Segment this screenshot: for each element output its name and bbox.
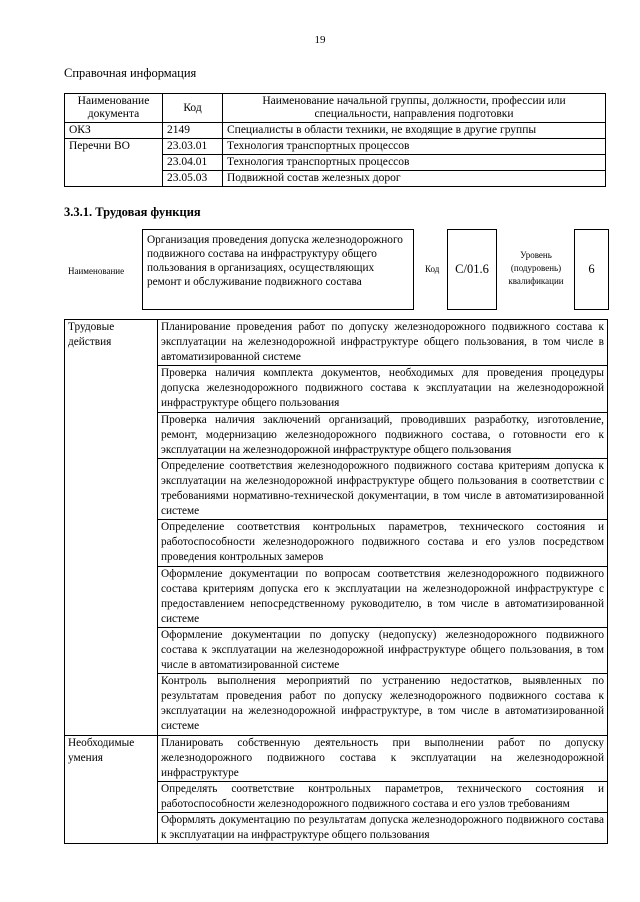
header-name: Наименование начальной группы, должности, профессии или специальности, направления подготовки	[223, 94, 606, 123]
labor-actions-label: Трудовые действия	[65, 320, 158, 736]
function-name: Организация проведения допуска железнодорожного подвижного состава на инфраструктуру общего пользования в организациях, осуществляющих ремонт и обслуживание подвижного состава	[142, 229, 414, 310]
qualification-level	[574, 229, 609, 310]
required-skill: Планировать собственную деятельность при выполнении работ по допуску железнодорожного подвижного состава к эксплуатации на железнодорожной инфраструктуре	[158, 735, 608, 781]
required-skill: Оформлять документацию по результатам допуска железнодорожного подвижного состава к эксплуатации на инфраструктуре общего пользования	[158, 813, 608, 844]
name-cell: Технология транспортных процессов	[223, 139, 606, 155]
work-actions-table	[64, 319, 608, 844]
reference-header-row	[65, 94, 606, 123]
function-name-label: Наименование	[68, 266, 125, 276]
labor-action: Определение соответствия железнодорожного подвижного состава критериям допуска к эксплуатации на железнодорожной инфраструктуре общего пользования в соответствии с требованиями нормативно-технической документации, в том числе в автоматизированной системе	[158, 458, 608, 519]
labor-action: Оформление документации по вопросам соответствия железнодорожного подвижного состава критериям допуска его к эксплуатации на железнодорожной инфраструктуре с предоставлением непосредственному руководителю, в том числе в автоматизированной системе	[158, 566, 608, 627]
required-skill: Определять соответствие контрольных параметров, технического состояния и работоспособности железнодорожного подвижного состава и его узлов требованиям	[158, 781, 608, 812]
table-row	[65, 735, 608, 781]
table-row	[65, 320, 608, 366]
doc-cell: Перечни ВО	[65, 139, 163, 187]
function-code-value: C/01.6	[455, 262, 489, 276]
reference-table	[64, 93, 606, 187]
labor-action: Проверка наличия комплекта документов, необходимых для проведения процедуры допуска железнодорожного подвижного состава к эксплуатации на железнодорожной инфраструктуре общего пользования	[158, 366, 608, 412]
function-heading: 3.3.1. Трудовая функция	[64, 205, 201, 219]
code-cell: 23.03.01	[163, 139, 223, 155]
name-cell: Технология транспортных процессов	[223, 155, 606, 171]
function-code	[447, 229, 497, 310]
labor-action: Контроль выполнения мероприятий по устранению недостатков, выявленных по результатам проведения работ по допуску железнодорожного подвижного состава к эксплуатации на железнодорожной инфраструктуре, в том числе в автоматизированной системе	[158, 674, 608, 735]
code-cell: 2149	[163, 123, 223, 139]
labor-action: Проверка наличия заключений организаций, проводивших разработку, изготовление, ремонт, модернизацию железнодорожного подвижного состава, о готовности его к эксплуатации на железнодорожной инфраструктуре общего пользования	[158, 412, 608, 458]
name-cell: Специалисты в области техники, не входящие в другие группы	[223, 123, 606, 139]
doc-cell: ОКЗ	[65, 123, 163, 139]
code-cell: 23.05.03	[163, 171, 223, 187]
page-number: 19	[314, 34, 326, 46]
code-cell: 23.04.01	[163, 155, 223, 171]
header-code: Код	[163, 94, 223, 123]
reference-heading: Справочная информация	[64, 66, 197, 80]
qualification-level-label: Уровень (подуровень) квалификации	[508, 250, 564, 286]
function-code-label: Код	[425, 264, 440, 274]
qualification-level-value: 6	[588, 262, 595, 276]
required-skills-label: Необходимые умения	[65, 735, 158, 844]
table-row	[65, 139, 606, 155]
header-doc: Наименование документа	[65, 94, 163, 123]
labor-action: Планирование проведения работ по допуску железнодорожного подвижного состава к эксплуатации на железнодорожной инфраструктуре общего пользования, в том числе в автоматизированной системе	[158, 320, 608, 366]
table-row	[65, 123, 606, 139]
name-cell: Подвижной состав железных дорог	[223, 171, 606, 187]
labor-action: Определение соответствия контрольных параметров, технического состояния и работоспособности железнодорожного подвижного состава и его узлов посредством проведения контрольных замеров	[158, 520, 608, 566]
labor-action: Оформление документации по допуску (недопуску) железнодорожного подвижного состава к эксплуатации на железнодорожной инфраструктуре общего пользования, в том числе в автоматизированной системе	[158, 627, 608, 673]
